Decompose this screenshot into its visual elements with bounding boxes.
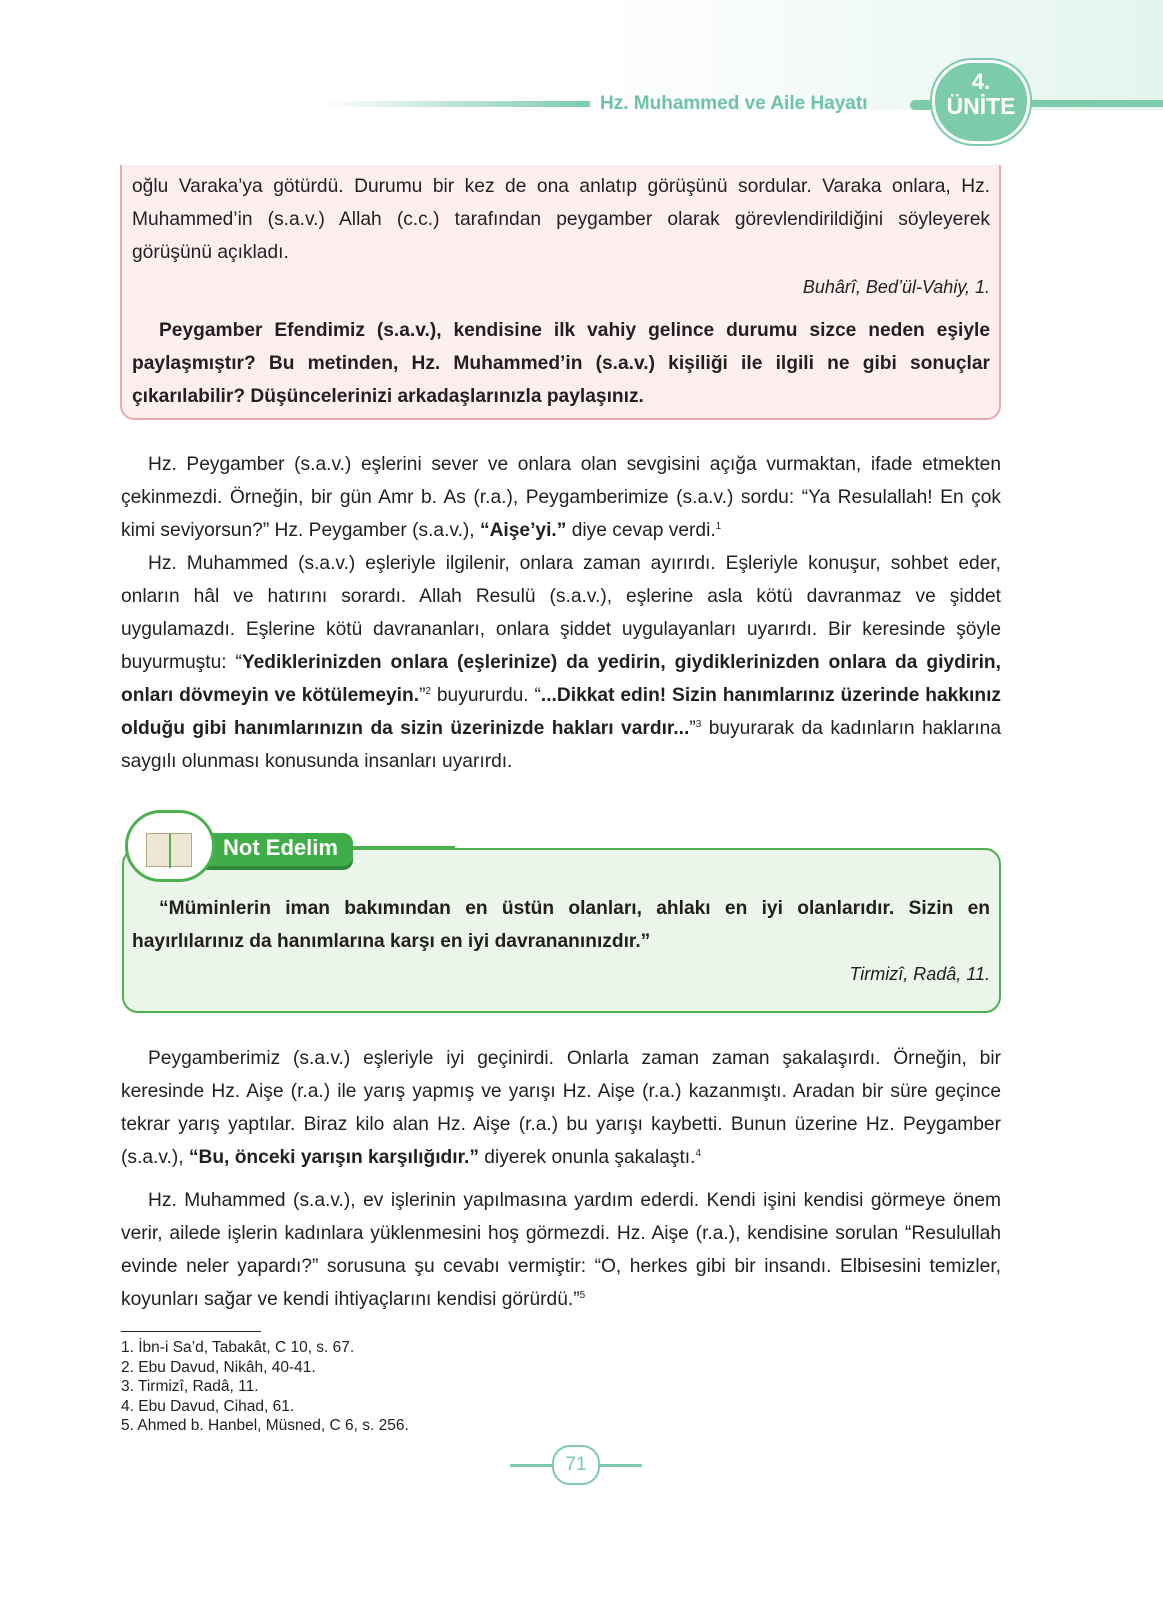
not-edelim-quote: “Müminlerin iman bakımından en üstün olanları, ahlakı en iyi olanlarıdır. Sizin en hayırlılarınız da hanımlarına karşı en iyi davrananınızdır.” bbox=[132, 898, 990, 952]
text-run: Hz. Muhammed (s.a.v.) eşleriyle ilgilenir, onlara zaman ayırırdı. Eşleriyle konuşur, sohbet eder, onların hâl ve hatırını sorardı. Allah Resulü (s.a.v.), eşlerine asla kötü davranmaz ve şiddet uygulamazdı. Eşlerine kötü davrananları, onlara şiddet uygulayanları uyarırdı. Bir keresinde şöyle buyurmuştu: “ bbox=[121, 553, 1001, 673]
header-line-right bbox=[1020, 100, 1163, 107]
footnote-ref: 1 bbox=[715, 521, 722, 532]
not-edelim-title: Not Edelim bbox=[205, 833, 353, 866]
page-number: 71 bbox=[552, 1445, 600, 1485]
footnote: 4. Ebu Davud, Cihad, 61. bbox=[121, 1397, 295, 1415]
not-edelim-line bbox=[350, 846, 455, 850]
text-run: ” bbox=[689, 718, 696, 739]
text-run: buyururdu. “ bbox=[431, 685, 541, 706]
activity-question: Peygamber Efendimiz (s.a.v.), kendisine ilk vahiy gelince durumu sizce neden eşiyle paylaşmıştır? Bu metinden, Hz. Muhammed’in (s.a.v.) kişiliği ile ilgili ne gibi sonuçlar çıkarılabilir? Düşüncelerinizi arkadaşlarınızla paylaşınız. bbox=[132, 320, 990, 407]
bold-quote: “Bu, önceki yarışın karşılığıdır.” bbox=[188, 1147, 479, 1168]
bold-quote: ...Dikkat edin! Sizin hanımlarınız üzerinde hakkınız olduğu gibi hanımlarınızın da sizin üzerinizde hakları vardır... bbox=[121, 685, 1001, 739]
footnote-ref: 2 bbox=[425, 686, 432, 697]
activity-text bbox=[132, 170, 990, 269]
text-run: Peygamberimiz (s.a.v.) eşleriyle iyi geçinirdi. Onlarla zaman zaman şakalaşırdı. Örneğin, bir keresinde Hz. Aişe (r.a.) ile yarış yapmış ve yarışı Hz. Aişe (r.a.) kazanmıştı. Aradan bir süre geçince tekrar yarış yaptılar. Biraz kilo alan Hz. Aişe (r.a.) bu yarışı kaybetti. Bunun üzerine Hz. Peygamber (s.a.v.), bbox=[121, 1048, 1001, 1168]
footnote-divider bbox=[121, 1331, 261, 1332]
page-line-left bbox=[510, 1464, 555, 1467]
body-section-2 bbox=[121, 1042, 1001, 1316]
text-run: buyurarak da kadınların haklarına saygılı olunması konusunda insanları uyarırdı. bbox=[121, 718, 1002, 772]
bold-quote: Yediklerinizden onlara (eşlerinize) da yedirin, giydiklerinizden onlara da giydirin, onları dövmeyin ve kötülemeyin. bbox=[121, 652, 1001, 706]
page-line-right bbox=[598, 1464, 642, 1467]
paragraph bbox=[121, 448, 1001, 547]
footnote-ref: 3 bbox=[695, 719, 702, 730]
text-run: diye cevap verdi. bbox=[566, 520, 716, 541]
not-edelim-source: Tirmizî, Radâ, 11. bbox=[849, 964, 990, 984]
footnote: 5. Ahmed b. Hanbel, Müsned, C 6, s. 256. bbox=[121, 1417, 409, 1435]
body-section-1 bbox=[121, 448, 1001, 778]
paragraph bbox=[121, 1184, 1001, 1316]
paragraph bbox=[121, 547, 1001, 778]
book-quill-icon bbox=[125, 810, 215, 882]
section-title: Hz. Muhammed ve Aile Hayatı bbox=[600, 93, 868, 114]
unit-number: 4. bbox=[971, 69, 991, 94]
footnote: 2. Ebu Davud, Nikâh, 40-41. bbox=[121, 1358, 316, 1376]
text-run: Hz. Muhammed (s.a.v.), ev işlerinin yapılmasına yardım ederdi. Kendi işini kendisi görmeye önem verir, ailede işlerin kadınlara yüklenmesini hoş görmezdi. Hz. Aişe (r.a.), kendisine sorulan “Resulullah evinde neler yapardı?” sorusuna şu cevabı vermiştir: “O, herkes gibi bir insandı. Elbisesini temizler, koyunları sağar ve kendi ihtiyaçlarını kendisi görürdü.” bbox=[121, 1190, 1001, 1310]
bold-quote: “Aişe’yi.” bbox=[479, 520, 567, 541]
footnote-ref: 4 bbox=[695, 1148, 702, 1159]
text-run: Hz. Peygamber (s.a.v.) eşlerini sever ve onlara olan sevgisini açığa vurmaktan, ifade etmekten çekinmezdi. Örneğin, bir gün Amr b. As (r.a.), Peygamberimize (s.a.v.) sordu: “Ya Resulallah! En çok kimi seviyorsun?” Hz. Peygamber (s.a.v.), bbox=[121, 454, 1001, 541]
text-run: diyerek onunla şakalaştı. bbox=[478, 1147, 696, 1168]
activity-content bbox=[132, 170, 990, 413]
text-run: ” bbox=[419, 685, 426, 706]
unit-badge bbox=[932, 60, 1030, 144]
paragraph bbox=[132, 170, 990, 269]
activity-source: Buhârî, Bed’ül-Vahiy, 1. bbox=[802, 277, 990, 297]
not-edelim-content bbox=[132, 892, 990, 991]
paragraph bbox=[121, 1042, 1001, 1174]
footnote-ref: 5 bbox=[579, 1290, 586, 1301]
text-run: oğlu Varaka’ya götürdü. Durumu bir kez de ona anlatıp görüşünü sordular. Varaka onlara, Hz. Muhammed’in (s.a.v.) Allah (c.c.) tarafından peygamber olarak görevlendirildiğini söyleyerek görüşünü açıkladı. bbox=[132, 176, 990, 263]
footnote: 1. İbn-i Sa’d, Tabakât, C 10, s. 67. bbox=[121, 1339, 355, 1356]
unit-label: ÜNİTE bbox=[946, 93, 1016, 119]
footnotes bbox=[121, 1338, 409, 1436]
header-line bbox=[320, 101, 590, 107]
footnote: 3. Tirmizî, Radâ, 11. bbox=[121, 1378, 259, 1396]
